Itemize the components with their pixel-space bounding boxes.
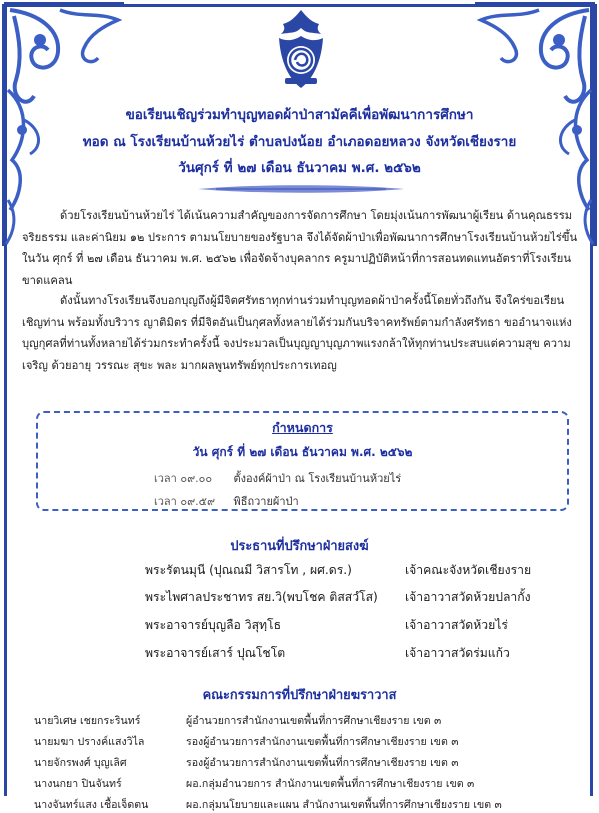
lay-advisors-title: คณะกรรมการที่ปรึกษาฝ่ายฆราวาส [202, 688, 397, 703]
monk-name: พระไพศาลประชาทร สย.วิ(พบโชค ติสสวํโส) [145, 590, 378, 604]
schedule-time: เวลา ๐๙.๕๙ [154, 495, 215, 508]
advisor-role: รองผู้อำนวยการสำนักงานเขตพื้นที่การศึกษาเชียงราย เขต ๓ [186, 736, 459, 748]
schedule-box [36, 411, 569, 511]
monk-name: พระอาจารย์บุญลือ วิสุทฺโธ [145, 618, 282, 632]
ornamental-divider [196, 182, 406, 196]
advisor-role: ผู้อำนวยการสำนักงานเขตพื้นที่การศึกษาเชียงราย เขต ๓ [186, 715, 442, 727]
schedule-activity: พิธีถวายผ้าป่า [233, 495, 299, 508]
schedule-activity: ตั้งองค์ผ้าป่า ณ โรงเรียนบ้านห้วยไร่ [233, 472, 402, 485]
advisor-role: รองผู้อำนวยการสำนักงานเขตพื้นที่การศึกษาเชียงราย เขต ๓ [186, 757, 459, 769]
advisor-name: นายจักรพงศ์ บุญเลิศ [34, 757, 127, 769]
schedule-time: เวลา ๐๙.๐๐ [154, 472, 213, 485]
monk-role: เจ้าอาวาสวัดห้วยปลากั้ง [405, 590, 531, 604]
advisor-role: ผอ.กลุ่มนโยบายและแผน สำนักงานเขตพื้นที่การศึกษาเชียงราย เขต ๓ [186, 799, 502, 811]
event-date: วันศุกร์ ที่ ๒๗ เดือน ธันวาคม พ.ศ. ๒๕๖๒ [178, 160, 421, 176]
advisor-role: ผอ.กลุ่มอำนวยการ สำนักงานเขตพื้นที่การศึกษาเชียงราย เขต ๓ [186, 778, 475, 790]
schedule-item [154, 492, 299, 510]
school-emblem [271, 8, 331, 90]
schedule-date: วัน ศุกร์ ที่ ๒๗ เดือน ธันวาคม พ.ศ. ๒๕๖๒ [192, 445, 413, 459]
invitation-paragraph: ดังนั้นทางโรงเรียนจึงบอกบุญถึงผู้มีจิตศรัทธาทุกท่านร่วมทำบุญทอดผ้าป่าครั้งนี้โดยทั่วถึงกัน จึงใคร่ขอเรียนเชิญท่าน พร้อมทั้งบริวาร ญาติมิตร ที่มีจิตอันเป็นกุศลทั้งหลายได้ร่วมกันบริจาคทรัพย์ตามกำลังศรัทธา ขออำนาจแห่งบุญกุศลที่ท่านทั้งหลายได้ร่วมกระทำครั้งนี้ จงประมวลเป็นบุญญาบุญภาพแรงกล้าให้ทุกท่านประสบแต่ความสุข ความเจริญ ด้วยอายุ วรรณะ สุขะ พละ มากผลพูนทรัพย์ทุกประการเทอญ [22, 294, 572, 372]
schedule-title: กำหนดการ [272, 420, 333, 435]
advisor-name: นายมฆา ปรางค์แสงวิไล [34, 736, 145, 748]
advisor-name: นางนกยา ปินจันทร์ [34, 778, 122, 790]
monk-role: เจ้าคณะจังหวัดเชียงราย [405, 563, 532, 577]
monk-name: พระอาจารย์เสาร์ ปุณโชโต [145, 646, 286, 660]
monk-role: เจ้าอาวาสวัดห้วยไร่ [405, 618, 508, 632]
advisor-name: นางจันทร์แสง เชื้อเจ็ดตน [34, 799, 149, 811]
venue-line: ทอด ณ โรงเรียนบ้านห้วยไร่ ตำบลปงน้อย อำเภอดอยหลวง จังหวัดเชียงราย [82, 134, 517, 150]
intro-paragraph: ด้วยโรงเรียนบ้านห้วยไร่ ได้เน้นความสำคัญของการจัดการศึกษา โดยมุ่งเน้นการพัฒนาผู้เรียน ด้านคุณธรรม จริยธรรม และค่านิยม ๑๒ ประการ ตามนโยบายของรัฐบาล จึงได้จัดผ้าป่าเพื่อพัฒนาการศึกษาโรงเรียนบ้านห้วยไร่ขึ้น ในวัน ศุกร์ ที่ ๒๗ เดือน ธันวาคม พ.ศ. ๒๕๖๒ เพื่อจัดจ้างบุคลากร ครูมาปฏิบัติหน้าที่การสอนทดแทนอัตราที่โรงเรียนขาดแคลน [22, 209, 578, 287]
invitation-title: ขอเรียนเชิญร่วมทำบุญทอดผ้าป่าสามัคคีเพื่อพัฒนาการศึกษา [125, 107, 474, 123]
monk-name: พระรัตนมุนี (ปุณณมี วิสารโท , ผศ.ดร.) [145, 563, 352, 577]
schedule-item [154, 469, 401, 487]
monk-role: เจ้าอาวาสวัดร่มแก้ว [405, 646, 510, 660]
monk-advisors-title: ประธานที่ปรึกษาฝ่ายสงฆ์ [230, 539, 369, 554]
advisor-name: นายวิเศษ เชยกระรินทร์ [34, 715, 141, 727]
